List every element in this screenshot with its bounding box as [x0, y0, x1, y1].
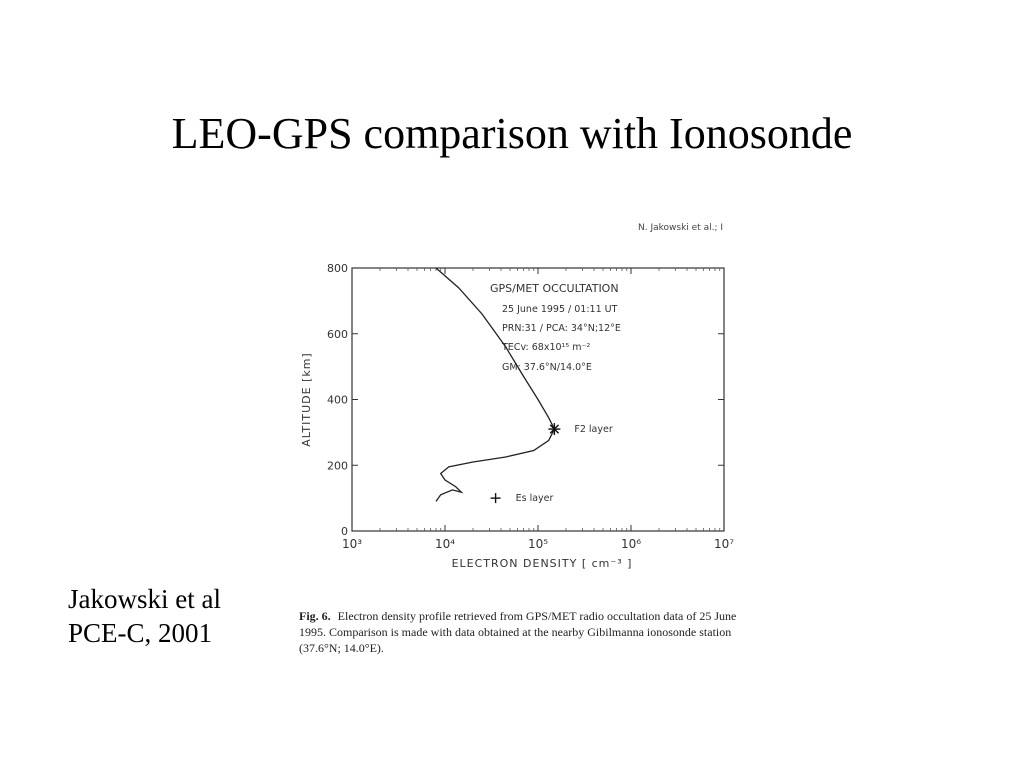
- annotation-line: TECv: 68x10¹⁵ m⁻²: [502, 342, 591, 353]
- y-tick-label: 400: [327, 393, 348, 407]
- annotation-line: PRN:31 / PCA: 34°N;12°E: [502, 323, 621, 334]
- citation-journal: PCE-C, 2001: [68, 618, 213, 648]
- x-axis-label: ELECTRON DENSITY [ cm⁻³ ]: [451, 557, 633, 570]
- figure-header: N. Jakowski et al.; I: [638, 223, 723, 233]
- citation: [68, 582, 221, 650]
- marker-label: Es layer: [515, 493, 554, 505]
- y-tick-label: 0: [341, 525, 348, 538]
- x-tick-label: 10⁵: [527, 537, 549, 551]
- y-tick-label: 200: [327, 459, 348, 473]
- x-tick-label: 10³: [341, 537, 363, 551]
- x-tick-label: 10⁷: [713, 537, 735, 551]
- citation-authors: Jakowski et al: [68, 584, 221, 614]
- annotation-line: GM: 37.6°N/14.0°E: [502, 362, 592, 373]
- marker-f2-layer: [548, 423, 612, 435]
- marker-label: F2 layer: [574, 424, 613, 436]
- figure-caption: [299, 608, 759, 656]
- series-line: [436, 268, 554, 501]
- slide-title: LEO-GPS comparison with Ionosonde: [171, 109, 853, 158]
- caption-label: Fig. 6.: [299, 609, 331, 623]
- y-tick-label: 600: [327, 327, 348, 341]
- x-tick-label: 10⁴: [434, 537, 456, 551]
- annotation-line: GPS/MET OCCULTATION: [490, 282, 619, 295]
- annotation-line: 25 June 1995 / 01:11 UT: [502, 304, 618, 315]
- y-axis-label: ALTITUDE [km]: [300, 352, 313, 447]
- y-tick-label: 800: [327, 262, 348, 275]
- annotation-block: [490, 282, 621, 373]
- caption-text: Electron density profile retrieved from GPS/MET radio occultation data of 25 June 1995. Comparison is made with data obtained at the nearby Gibilmanna ionosonde station (37.6°N; 14.0°E).: [299, 609, 737, 655]
- marker-es-layer: [491, 493, 554, 504]
- x-tick-label: 10⁶: [620, 537, 642, 551]
